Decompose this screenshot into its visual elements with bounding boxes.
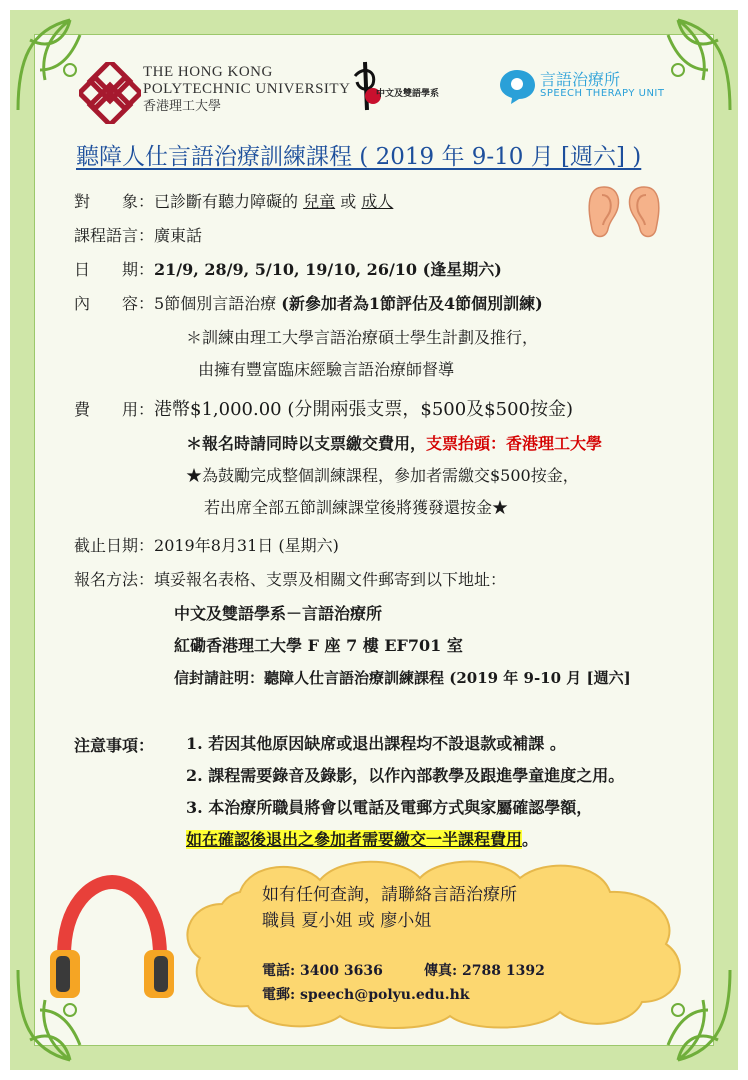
note-highlight: 如在確認後退出之參加者需要繳交一半課程費用 <box>186 830 523 849</box>
polyu-logo <box>79 62 141 124</box>
apply-value: 填妥報名表格、支票及相關文件郵寄到以下地址： <box>154 570 507 589</box>
contact-email: 電郵: speech@polyu.edu.hk <box>262 987 470 1003</box>
notes-label: 注意事項： <box>74 736 155 755</box>
content-label: 內 容： <box>74 294 155 313</box>
content-row <box>74 294 543 314</box>
language-label: 課程語言： <box>74 226 155 245</box>
contact-cloud <box>170 852 710 1032</box>
language-value: 廣東話 <box>154 226 203 245</box>
note-item-2: 2. 課程需要錄音及錄影，以作內部教學及跟進學童進度之用。 <box>186 766 625 785</box>
page-title: 聽障人仕言語治療訓練課程 ( 2019 年 9-10 月 [週六] ) <box>76 144 642 170</box>
dates-row <box>74 260 502 280</box>
polyu-name-en-line2: POLYTECHNIC UNIVERSITY <box>143 81 351 97</box>
target-row <box>74 192 393 212</box>
contact-fax: 傳真: 2788 1392 <box>424 963 545 979</box>
speech-bubble-icon <box>497 66 537 106</box>
note-item-3: 3. 本治療所職員將會以電話及電郵方式與家屬確認學額， <box>186 798 593 817</box>
ears-icon <box>584 183 664 243</box>
fee-note-1b: 支票抬頭：香港理工大學 <box>426 434 603 453</box>
apply-row <box>74 570 506 590</box>
dates-value: 21/9, 28/9, 5/10, 19/10, 26/10 (逢星期六) <box>154 260 502 279</box>
fee-note-2: ★為鼓勵完成整個訓練課程，參加者需繳交$500按金， <box>186 466 579 485</box>
content-note-2: 由擁有豐富臨床經驗言語治療師督導 <box>198 360 455 379</box>
corner-ornament-top-right <box>628 10 738 120</box>
fee-note-1 <box>186 434 602 454</box>
polyu-name-zh: 香港理工大學 <box>143 98 222 113</box>
fee-note-3: 若出席全部五節訓練課堂後將獲發還按金★ <box>204 498 509 517</box>
contact-line-1: 如有任何查詢，請聯絡言語治療所 <box>262 885 517 905</box>
fee-label: 費 用： <box>74 400 155 419</box>
contact-line-2: 職員 夏小姐 或 廖小姐 <box>262 911 432 931</box>
polyu-name <box>143 64 350 114</box>
note-highlight-end: 。 <box>522 830 539 849</box>
address-line-1: 中文及雙語學系－言語治療所 <box>174 604 383 623</box>
fee-row <box>74 400 573 420</box>
speech-therapy-unit-zh: 言語治療所 <box>540 70 621 89</box>
polyu-name-en-line1: THE HONG KONG <box>143 64 273 80</box>
note-item-1: 1. 若因其他原因缺席或退出課程均不設退款或補課 。 <box>186 734 566 753</box>
fee-note-1a: ＊報名時請同時以支票繳交費用， <box>186 434 427 453</box>
target-adult: 成人 <box>361 192 394 211</box>
target-child: 兒童 <box>303 192 336 211</box>
headphones-icon <box>42 868 182 1008</box>
fee-value: 港幣$1,000.00 (分開兩張支票，$500及$500按金) <box>154 399 574 420</box>
speech-therapy-unit-en: SPEECH THERAPY UNIT <box>540 88 665 99</box>
target-label: 對 象： <box>74 192 155 211</box>
language-row <box>74 226 202 246</box>
cbs-logo <box>353 56 483 112</box>
target-text: 已診斷有聽力障礙的 <box>154 192 299 211</box>
apply-label: 報名方法： <box>74 570 155 589</box>
target-or: 或 <box>335 192 362 211</box>
deadline-value: 2019年8月31日 (星期六) <box>154 536 339 555</box>
cbs-name: 中文及雙語學系 <box>376 89 440 99</box>
deadline-label: 截止日期： <box>74 536 155 555</box>
content-note-1: ＊訓練由理工大學言語治療碩士學生計劃及推行， <box>186 328 539 347</box>
note-highlight-row <box>186 830 538 850</box>
dates-label: 日 期： <box>74 260 155 279</box>
address-line-2: 紅磡香港理工大學 F 座 7 樓 EF701 室 <box>174 636 463 655</box>
deadline-row <box>74 536 339 556</box>
content-value-b: (新參加者為1節評估及4節個別訓練) <box>281 294 543 313</box>
address-line-3: 信封請註明：聽障人仕言語治療訓練課程 (2019 年 9-10 月 [週六] <box>174 669 631 687</box>
contact-phone: 電話: 3400 3636 <box>262 963 383 979</box>
content-value-a: 5節個別言語治療 <box>154 294 282 313</box>
